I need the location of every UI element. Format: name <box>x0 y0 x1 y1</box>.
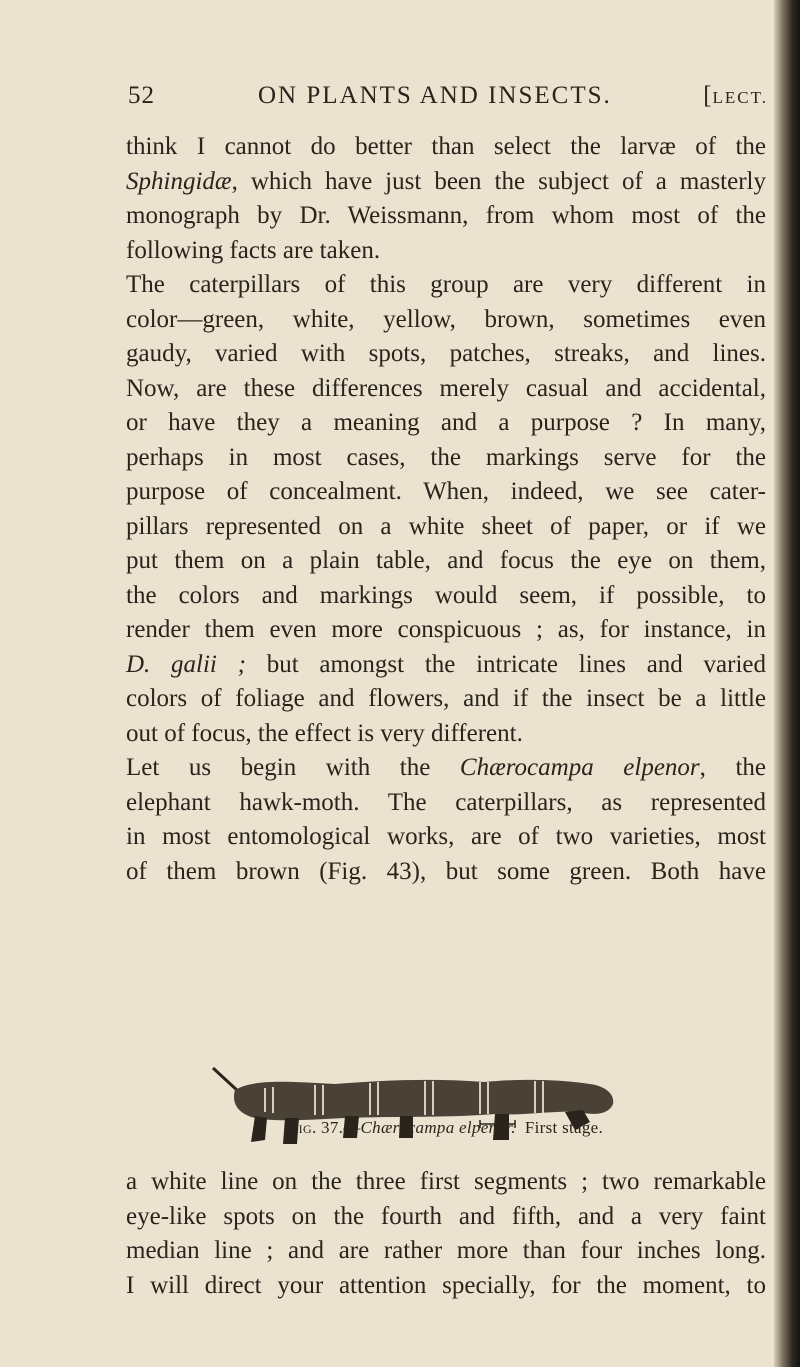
text-line <box>126 682 766 717</box>
text-run: purpose of concealment. When, indeed, we see cater- <box>126 478 766 505</box>
text-run: color—green, white, yellow, brown, sometimes even <box>126 305 766 333</box>
text-line <box>126 579 766 614</box>
text-run: a white line on the three first segments ; two remarkable <box>126 1168 766 1195</box>
text-line <box>126 786 766 821</box>
text-line <box>126 234 766 269</box>
text-line <box>126 613 766 648</box>
text-run: in most entomological works, are of two varieties, most <box>126 823 766 850</box>
italic-term: Chærocampa elpenor <box>459 754 700 781</box>
text-line <box>126 717 766 752</box>
text-line <box>126 820 766 855</box>
text-run: gaudy, varied with spots, patches, streaks, and lines. <box>126 340 766 367</box>
text-line <box>126 406 766 441</box>
caption-species: Chærocampa elpenor. <box>360 1118 516 1137</box>
text-run: elephant hawk-moth. The caterpillars, as represented <box>126 788 766 816</box>
text-line <box>126 372 766 407</box>
text-run: but amongst the intricate lines and varied <box>245 650 766 678</box>
text-run: , which have just been the subject of a masterly <box>231 167 766 195</box>
text-line <box>126 337 766 372</box>
text-run: of them brown (Fig. 43), but some green. Both have <box>126 857 766 885</box>
text-line <box>126 165 766 200</box>
text-line <box>126 751 766 786</box>
running-title: ON PLANTS AND INSECTS. <box>258 82 612 109</box>
text-run: Now, are these differences merely casual and accidental, <box>126 374 766 402</box>
text-run: eye-like spots on the fourth and fifth, and a very faint <box>126 1202 766 1230</box>
text-line <box>126 441 766 476</box>
text-run: The caterpillars of this group are very different in <box>126 271 766 298</box>
text-line <box>126 855 766 890</box>
text-run: render them even more conspicuous ; as, for instance, in <box>126 616 766 643</box>
running-header <box>128 82 768 116</box>
text-run: colors of foliage and flowers, and if the insect be a little <box>126 685 766 712</box>
body-text-upper <box>126 130 766 889</box>
italic-term: Sphingidæ <box>126 167 232 195</box>
text-line <box>126 475 766 510</box>
text-run: put them on a plain table, and focus the eye on them, <box>126 547 766 574</box>
text-run: or have they a meaning and a purpose ? In many, <box>126 409 766 436</box>
body-text-lower <box>126 1165 766 1303</box>
text-line <box>126 544 766 579</box>
text-run: I will direct your attention specially, for the moment, to <box>126 1271 766 1299</box>
page-edge-shadow <box>774 0 800 1367</box>
text-line <box>126 510 766 545</box>
italic-term: D. galii ; <box>126 650 246 678</box>
text-run: perhaps in most cases, the markings serve for the <box>126 443 766 471</box>
text-line <box>126 130 766 165</box>
text-run: out of focus, the effect is very different. <box>126 719 523 747</box>
text-line <box>126 1269 766 1304</box>
text-line <box>126 1165 766 1200</box>
text-line <box>126 648 766 683</box>
text-run: think I cannot do better than select the larvæ of the <box>126 133 766 160</box>
figure-label: Fig. 37. <box>288 1118 344 1137</box>
text-run: monograph by Dr. Weissmann, from whom most of the <box>126 202 766 229</box>
page-number: 52 <box>128 82 155 109</box>
text-line <box>126 1234 766 1269</box>
text-run: pillars represented on a white sheet of paper, or if we <box>126 512 766 540</box>
section-label <box>703 82 768 110</box>
caption-stage: First stage. <box>524 1118 604 1137</box>
text-run: following facts are taken. <box>126 236 381 264</box>
text-line <box>126 268 766 303</box>
text-run: Let us begin with the <box>126 754 460 781</box>
text-line <box>126 1200 766 1235</box>
text-line <box>126 199 766 234</box>
text-run: median line ; and are rather more than four inches long. <box>126 1237 766 1264</box>
text-line <box>126 303 766 338</box>
caption-dash: — <box>343 1118 361 1137</box>
section-name: LECT. <box>712 88 768 107</box>
text-run: the colors and markings would seem, if possible, to <box>126 581 766 609</box>
figure-caption <box>126 1118 766 1138</box>
text-run: , the <box>699 754 766 781</box>
section-bracket: [ <box>703 82 713 109</box>
